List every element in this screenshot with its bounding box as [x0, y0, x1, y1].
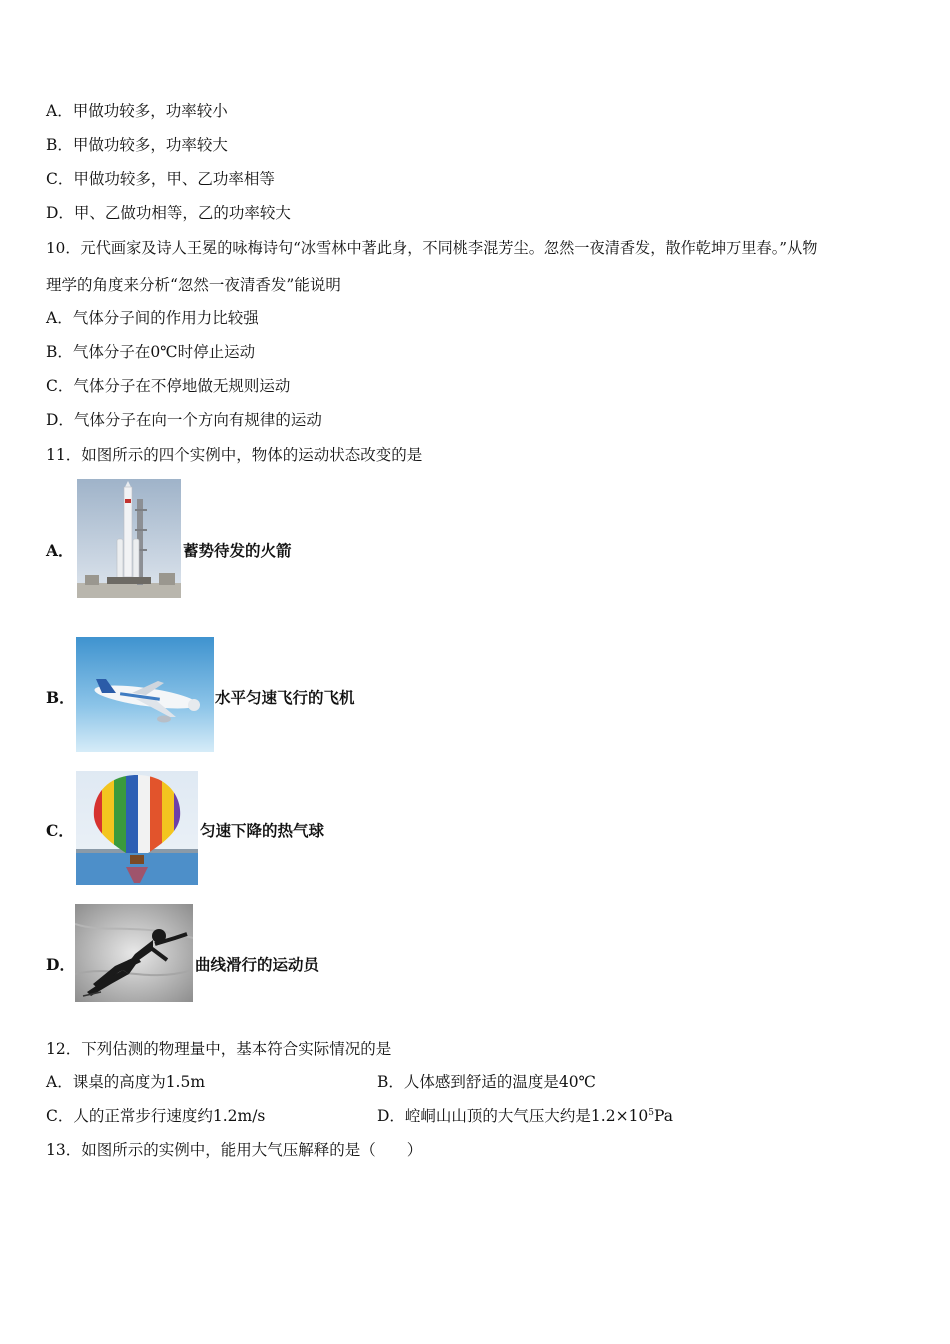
- q10-option-c: C．气体分子在不停地做无规则运动: [46, 377, 291, 395]
- airplane-photo: [76, 637, 214, 752]
- q9-option-b: B．甲做功较多，功率较大: [46, 136, 228, 154]
- q12-option-b: B．人体感到舒适的温度是40℃: [377, 1073, 596, 1091]
- q13-stem: 13．如图所示的实例中，能用大气压解释的是（ ）: [46, 1141, 423, 1159]
- q12-stem: 12．下列估测的物理量中，基本符合实际情况的是: [46, 1040, 392, 1058]
- q11-option-a-caption: 蓄势待发的火箭: [183, 541, 292, 560]
- q11-option-c-caption: 匀速下降的热气球: [200, 821, 325, 840]
- q10-stem-line2: 理学的角度来分析“忽然一夜清香发”能说明: [46, 276, 341, 294]
- hot-air-balloon-icon: [76, 771, 198, 885]
- q11-option-a-letter: A．: [46, 541, 74, 560]
- q11-option-b-caption: 水平匀速飞行的飞机: [215, 688, 355, 707]
- speed-skater-photo: [75, 904, 193, 1002]
- q9-option-a: A．甲做功较多，功率较小: [46, 102, 228, 120]
- q12-option-d-text: D．崆峒山山顶的大气压大约是1.2×10: [377, 1107, 649, 1125]
- q11-option-d-letter: D．: [46, 955, 75, 974]
- q11-stem: 11．如图所示的四个实例中，物体的运动状态改变的是: [46, 446, 423, 464]
- q12-option-d-exponent: 5: [648, 1107, 655, 1118]
- q10-option-d: D．气体分子在向一个方向有规律的运动: [46, 411, 322, 429]
- q11-option-c-letter: C．: [46, 821, 74, 840]
- airplane-icon: [76, 637, 214, 752]
- q10-option-a: A．气体分子间的作用力比较强: [46, 309, 259, 327]
- rocket-photo: [77, 479, 181, 598]
- q12-option-d-unit: Pa: [654, 1107, 674, 1125]
- q11-option-d-caption: 曲线滑行的运动员: [195, 955, 320, 974]
- q12-option-a: A．课桌的高度为1.5m: [46, 1073, 206, 1091]
- q12-option-d: [377, 1105, 673, 1127]
- q10-stem-line1: 10．元代画家及诗人王冕的咏梅诗句“冰雪林中著此身，不同桃李混芳尘。忽然一夜清香发，散作乾坤万里春。”从物: [46, 239, 818, 257]
- q11-option-b-letter: B．: [46, 688, 75, 707]
- q9-option-c: C．甲做功较多，甲、乙功率相等: [46, 170, 275, 188]
- q9-option-d: D．甲、乙做功相等，乙的功率较大: [46, 204, 291, 222]
- speed-skater-icon: [75, 904, 193, 1002]
- q12-option-c: C．人的正常步行速度约1.2m/s: [46, 1107, 266, 1125]
- rocket-icon: [77, 479, 181, 598]
- hot-air-balloon-photo: [76, 771, 198, 885]
- q10-option-b: B．气体分子在0℃时停止运动: [46, 343, 256, 361]
